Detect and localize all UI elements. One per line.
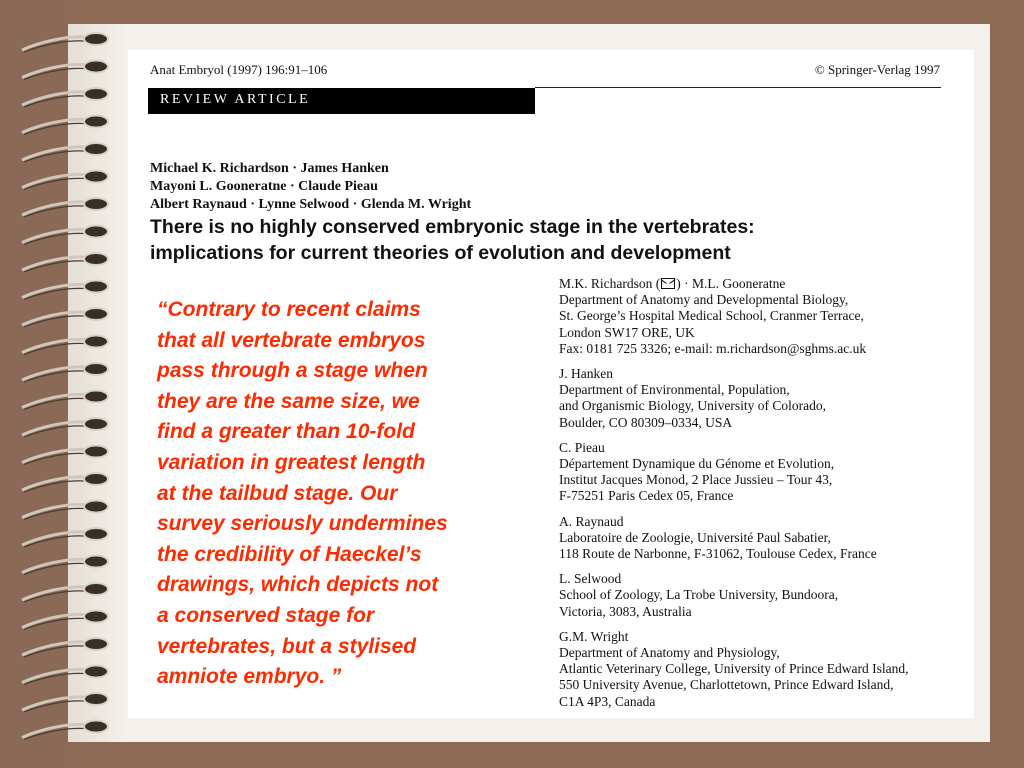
quote-line: vertebrates, but a stylised — [157, 634, 417, 658]
title-line: implications for current theories of evolution and development — [150, 242, 731, 264]
author-line: Mayoni L. Gooneratne · Claude Pieau — [150, 179, 378, 194]
affiliation-line: Department of Anatomy and Developmental Biology, — [559, 292, 849, 308]
quote-line: that all vertebrate embryos — [157, 328, 426, 352]
affiliation-line: Boulder, CO 80309–0334, USA — [559, 414, 733, 430]
quote-line: they are the same size, we — [157, 389, 420, 413]
quote-line: variation in greatest length — [157, 450, 426, 474]
spiral-hole — [84, 61, 108, 73]
spiral-hole — [84, 391, 108, 403]
spiral-hole — [84, 418, 108, 430]
spiral-hole — [84, 336, 108, 348]
spiral-hole — [84, 143, 108, 155]
affiliation-line: School of Zoology, La Trobe University, Bundoora, — [559, 587, 839, 603]
spiral-hole — [84, 33, 108, 45]
spiral-hole — [84, 556, 108, 568]
affiliation-pieau — [559, 440, 979, 505]
journal-reference: Anat Embryol (1997) 196:91–106 — [150, 62, 328, 77]
author-line: Michael K. Richardson · James Hanken — [150, 161, 389, 176]
affiliation-line: 118 Route de Narbonne, F-31062, Toulouse Cedex, France — [559, 546, 877, 562]
affiliation-line: Victoria, 3083, Australia — [559, 603, 692, 619]
affiliation-line: 550 University Avenue, Charlottetown, Prince Edward Island, — [559, 677, 894, 693]
affiliation-line: Department of Anatomy and Physiology, — [559, 645, 780, 661]
spiral-hole — [84, 171, 108, 183]
quote-line: the credibility of Haeckel’s — [157, 542, 422, 566]
quote-line: find a greater than 10-fold — [157, 420, 415, 444]
affiliation-line: Département Dynamique du Génome et Evolution, — [559, 456, 835, 472]
spiral-hole — [84, 611, 108, 623]
spiral-hole — [84, 116, 108, 128]
quote-line: “Contrary to recent claims — [157, 298, 421, 321]
spiral-hole — [84, 446, 108, 458]
spiral-binding-icon — [0, 0, 120, 768]
affiliation-name: G.M. Wright — [559, 628, 629, 644]
quote-line: a conserved stage for — [157, 603, 375, 627]
spiral-hole — [84, 638, 108, 650]
affiliation-name — [559, 276, 979, 292]
affiliation-line: F-75251 Paris Cedex 05, France — [559, 488, 734, 504]
banner-label: REVIEW ARTICLE — [160, 92, 311, 107]
spiral-hole — [84, 583, 108, 595]
highlight-quote — [157, 295, 537, 693]
affiliation-line: Laboratoire de Zoologie, Université Paul Sabatier, — [559, 529, 831, 545]
spiral-hole — [84, 693, 108, 705]
quote-line: survey seriously undermines — [157, 512, 448, 536]
article-title — [150, 214, 950, 266]
affiliation-name-part: M.K. Richardson ( — [559, 276, 661, 291]
spiral-hole — [84, 281, 108, 293]
spiral-hole — [84, 308, 108, 320]
envelope-icon — [661, 278, 675, 289]
author-line: Albert Raynaud · Lynne Selwood · Glenda M. Wright — [150, 197, 472, 212]
spiral-hole — [84, 501, 108, 513]
affiliation-line: Institut Jacques Monod, 2 Place Jussieu – Tour 43, — [559, 472, 833, 488]
affiliation-line: London SW17 ORE, UK — [559, 324, 695, 340]
spiral-hole — [84, 721, 108, 733]
affiliation-name: C. Pieau — [559, 439, 605, 455]
spiral-hole — [84, 528, 108, 540]
affiliation-line: Fax: 0181 725 3326; e-mail: m.richardson@sghms.ac.uk — [559, 340, 867, 356]
header-rule — [535, 87, 941, 88]
affiliation-hanken — [559, 366, 979, 431]
spiral-hole — [84, 666, 108, 678]
affiliation-name: L. Selwood — [559, 571, 622, 587]
affiliation-line: Atlantic Veterinary College, University of Prince Edward Island, — [559, 661, 909, 677]
spiral-hole — [84, 198, 108, 210]
spiral-hole — [84, 363, 108, 375]
affiliation-raynaud — [559, 514, 979, 563]
author-list — [150, 160, 471, 214]
quote-line: at the tailbud stage. Our — [157, 481, 398, 505]
affiliation-line: and Organismic Biology, University of Colorado, — [559, 398, 826, 414]
spiral-hole — [84, 253, 108, 265]
spiral-hole — [84, 226, 108, 238]
affiliation-richardson — [559, 276, 979, 357]
copyright-notice: © Springer-Verlag 1997 — [814, 62, 940, 77]
affiliation-line: C1A 4P3, Canada — [559, 693, 656, 709]
affiliation-list — [559, 276, 979, 719]
review-article-banner — [148, 88, 535, 114]
affiliation-name: J. Hanken — [559, 366, 613, 382]
quote-line: drawings, which depicts not — [157, 573, 439, 597]
affiliation-selwood — [559, 571, 979, 620]
affiliation-name-part: ) · M.L. Gooneratne — [676, 276, 786, 291]
affiliation-line: Department of Environmental, Population, — [559, 382, 790, 398]
title-line: There is no highly conserved embryonic stage in the vertebrates: — [150, 216, 755, 238]
affiliation-name: A. Raynaud — [559, 513, 624, 529]
affiliation-line: St. George’s Hospital Medical School, Cranmer Terrace, — [559, 308, 864, 324]
quote-line: amniote embryo. ” — [157, 665, 342, 689]
quote-line: pass through a stage when — [157, 359, 428, 383]
spiral-hole — [84, 88, 108, 100]
spiral-hole — [84, 473, 108, 485]
affiliation-wright — [559, 629, 979, 710]
